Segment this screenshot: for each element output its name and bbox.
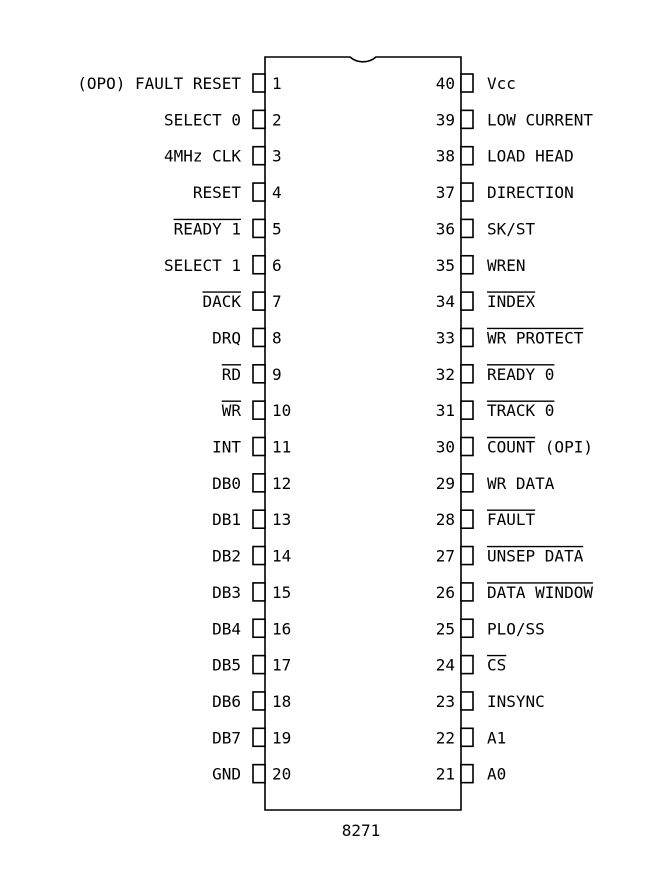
pin-box xyxy=(461,256,473,274)
pin-box xyxy=(253,438,265,456)
pin-number: 39 xyxy=(435,110,455,130)
pin-label: DB5 xyxy=(212,655,241,675)
pin-box xyxy=(253,619,265,637)
pin-label: SELECT 1 xyxy=(163,255,241,275)
pin-number: 10 xyxy=(272,401,292,421)
pin-box xyxy=(253,110,265,128)
pin-label: CS xyxy=(487,655,507,675)
pin-box xyxy=(253,692,265,710)
pin-box xyxy=(461,728,473,746)
pin-number: 2 xyxy=(272,110,282,130)
pin-label: INT xyxy=(212,437,241,457)
pin-box xyxy=(253,474,265,492)
pin-number: 38 xyxy=(435,146,455,166)
pin-label: RESET xyxy=(192,183,241,203)
pin-label: LOAD HEAD xyxy=(487,146,574,166)
pin-number: 7 xyxy=(272,292,282,312)
pin-box xyxy=(461,147,473,165)
pin-box xyxy=(461,365,473,383)
pin-box xyxy=(253,547,265,565)
pin-number: 1 xyxy=(272,74,282,93)
pin-box xyxy=(461,328,473,346)
pin-label: PLO/SS xyxy=(487,619,545,639)
pin-number: 26 xyxy=(435,582,455,602)
pin-number: 3 xyxy=(272,146,282,166)
pin-number: 18 xyxy=(272,691,292,711)
pin-number: 25 xyxy=(435,619,455,639)
pin-label: INSYNC xyxy=(487,691,545,711)
pin-box xyxy=(461,765,473,783)
pin-number: 30 xyxy=(435,437,455,457)
pin-box xyxy=(461,183,473,201)
pin-box xyxy=(461,656,473,674)
pin-label: DB3 xyxy=(212,582,241,602)
pin-number: 33 xyxy=(435,328,455,348)
pin-box xyxy=(253,365,265,383)
pin-box xyxy=(253,765,265,783)
pin-number: 4 xyxy=(272,183,282,203)
pin-number: 36 xyxy=(435,219,455,239)
pin-box xyxy=(461,401,473,419)
pin-box xyxy=(253,510,265,528)
pin-number: 40 xyxy=(435,74,455,93)
pin-box xyxy=(253,74,265,92)
pin-box xyxy=(461,510,473,528)
pin-label: INDEX xyxy=(487,292,536,312)
pin-number: 16 xyxy=(272,619,292,639)
pin-box xyxy=(253,328,265,346)
pin-label: FAULT xyxy=(487,510,536,530)
pin-number: 15 xyxy=(272,582,292,602)
pin-box xyxy=(461,110,473,128)
pin-number: 23 xyxy=(435,691,455,711)
pin-number: 35 xyxy=(435,255,455,275)
pin-label: SELECT 0 xyxy=(163,110,241,130)
pin-box xyxy=(253,147,265,165)
pin-box xyxy=(253,292,265,310)
pin-label: DB7 xyxy=(212,728,241,748)
pin-box xyxy=(461,619,473,637)
pin-number: 20 xyxy=(272,764,292,784)
pin-label: READY 0 xyxy=(487,364,555,384)
pin-box xyxy=(461,219,473,237)
pin-number: 19 xyxy=(272,728,292,748)
pin-label: DIRECTION xyxy=(487,183,574,203)
pin-box xyxy=(461,474,473,492)
pin-label: DB2 xyxy=(212,546,241,566)
chip-body xyxy=(265,57,461,810)
pin-number: 32 xyxy=(435,364,455,384)
pin-number: 34 xyxy=(435,292,455,312)
pin-label: DATA WINDOW xyxy=(487,582,593,602)
pin-number: 37 xyxy=(435,183,455,203)
pin-number: 6 xyxy=(272,255,282,275)
pin-box xyxy=(253,256,265,274)
pin-label: DB0 xyxy=(212,473,241,493)
pin-box xyxy=(461,547,473,565)
pin-box xyxy=(253,401,265,419)
pin-number: 17 xyxy=(272,655,292,675)
pin-number: 8 xyxy=(272,328,282,348)
pin-box xyxy=(461,692,473,710)
pin-label: DACK xyxy=(202,292,241,312)
pin-box xyxy=(461,74,473,92)
pin-label: WR DATA xyxy=(487,473,555,493)
pin-box xyxy=(253,583,265,601)
pin-number: 22 xyxy=(435,728,455,748)
pin-number: 24 xyxy=(435,655,455,675)
pin-number: 14 xyxy=(272,546,292,566)
pin-label: SK/ST xyxy=(487,219,536,239)
pin-box xyxy=(461,292,473,310)
pin-label: A1 xyxy=(487,728,507,748)
pin-number: 21 xyxy=(435,764,455,784)
pin-label: DB4 xyxy=(212,619,241,639)
pin-label: RD xyxy=(221,364,241,384)
pin-label: UNSEP DATA xyxy=(487,546,584,566)
pin-box xyxy=(253,219,265,237)
pin-number: 31 xyxy=(435,401,455,421)
left-pin-group xyxy=(77,74,291,784)
pin-number: 13 xyxy=(272,510,292,530)
pin-box xyxy=(461,583,473,601)
pin-label: DB1 xyxy=(212,510,241,530)
pin-number: 12 xyxy=(272,473,292,493)
pin-label: GND xyxy=(212,764,241,784)
pin-label: WREN xyxy=(487,255,526,275)
pin-box xyxy=(253,728,265,746)
pin-number: 11 xyxy=(272,437,292,457)
pin-number: 29 xyxy=(435,473,455,493)
pin-label: LOW CURRENT xyxy=(487,110,593,130)
pin-box xyxy=(461,438,473,456)
pin-label: READY 1 xyxy=(173,219,241,239)
pin-box xyxy=(253,183,265,201)
pin-label: DB6 xyxy=(212,691,241,711)
pin-number: 5 xyxy=(272,219,282,239)
pin-label: 4MHz CLK xyxy=(163,146,241,166)
pin-label: DRQ xyxy=(212,328,241,348)
pin-label: WR xyxy=(221,401,241,421)
pin-number: 27 xyxy=(435,546,455,566)
pin-label: (OPO) FAULT RESET xyxy=(77,74,241,93)
part-number-label: 8271 xyxy=(341,821,381,840)
pin-label: A0 xyxy=(487,764,507,784)
pin-label: TRACK 0 xyxy=(487,401,555,421)
pin-label: COUNT (OPI) xyxy=(487,437,593,457)
pin-number: 28 xyxy=(435,510,455,530)
pin-box xyxy=(253,656,265,674)
pin-number: 9 xyxy=(272,364,282,384)
pin-label: WR PROTECT xyxy=(487,328,584,348)
pin-label: Vcc xyxy=(487,74,516,93)
